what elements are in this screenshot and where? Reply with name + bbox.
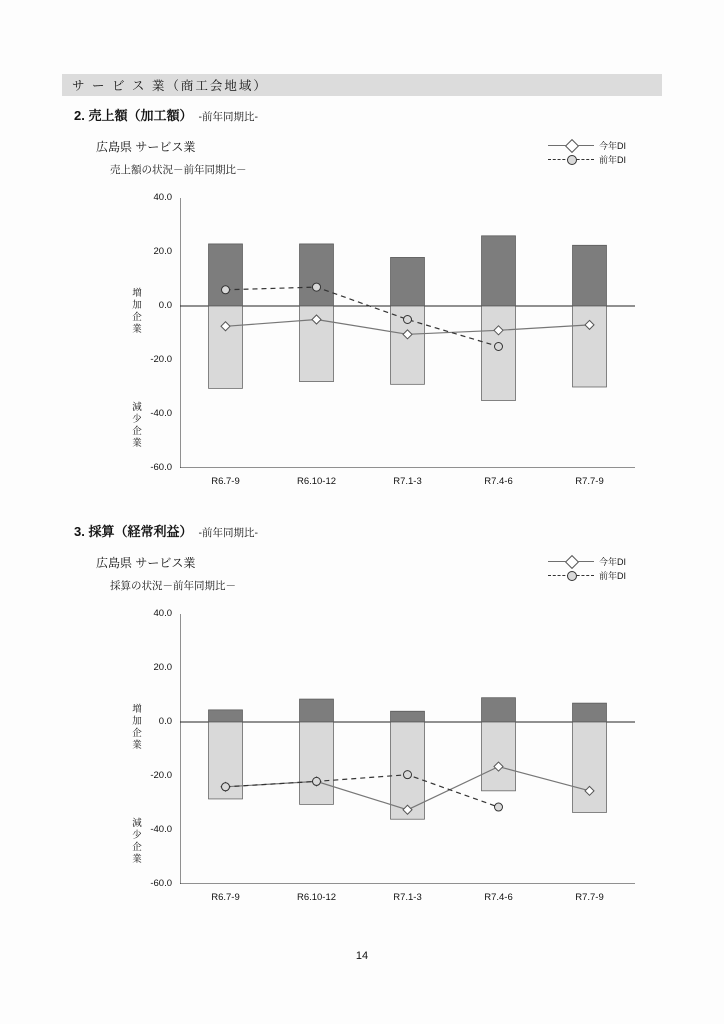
y-axis-tick-label: 0.0: [158, 300, 172, 311]
legend-current-label: 今年DI: [598, 140, 626, 151]
x-axis-tick-label: R7.7-9: [575, 892, 604, 903]
y-axis-tick-label: -60.0: [150, 878, 172, 889]
chart-sales-svg: [180, 198, 635, 468]
x-axis-tick-label: R6.10-12: [296, 476, 337, 487]
page-number: 14: [355, 950, 369, 962]
section-header-label: サ ー ビ ス 業（商工会地域）: [72, 79, 268, 93]
x-axis-tick-label: R7.4-6: [484, 476, 513, 487]
y-axis-tick-label: -40.0: [150, 408, 172, 419]
chart-sales: [62, 130, 662, 510]
subsection-heading-sales-suffix: -前年同期比-: [198, 111, 258, 123]
subsection-heading-profit-suffix: -前年同期比-: [198, 527, 258, 539]
y-axis-tick-label: 40.0: [153, 608, 172, 619]
chart-sales-y-increase-label: 増加企業: [132, 288, 142, 335]
y-axis-tick-label: -40.0: [150, 824, 172, 835]
chart-profit-svg: [180, 614, 635, 884]
y-axis-tick-label: 20.0: [153, 246, 172, 257]
chart-profit-subtitle: 採算の状況－前年同期比－: [110, 580, 236, 592]
x-axis-tick-label: R7.1-3: [393, 892, 422, 903]
y-axis-tick-label: -60.0: [150, 462, 172, 473]
chart-sales-y-decrease-label: 減少企業: [132, 402, 142, 449]
legend-dashed-line-icon: [548, 569, 594, 581]
legend-solid-line-icon: [548, 555, 594, 567]
chart-sales-subtitle: 売上額の状況－前年同期比－: [110, 164, 247, 176]
x-axis-tick-label: R6.10-12: [296, 892, 337, 903]
chart-profit-plot: [180, 614, 635, 884]
chart-profit-y-decrease-label: 減少企業: [132, 818, 142, 865]
legend-previous-label: 前年DI: [598, 570, 626, 581]
x-axis-tick-label: R7.7-9: [575, 476, 604, 487]
y-axis-tick-label: -20.0: [150, 770, 172, 781]
chart-sales-legend: [548, 138, 626, 166]
legend-solid-line-icon: [548, 139, 594, 151]
x-axis-tick-label: R6.7-9: [211, 476, 240, 487]
x-axis-tick-label: R7.1-3: [393, 476, 422, 487]
legend-entry-previous: [548, 568, 626, 582]
subsection-heading-sales: [74, 105, 258, 124]
x-axis-tick-label: R7.4-6: [484, 892, 513, 903]
chart-profit-legend: [548, 554, 626, 582]
legend-entry-previous: [548, 152, 626, 166]
y-axis-tick-label: 40.0: [153, 192, 172, 203]
legend-dashed-line-icon: [548, 153, 594, 165]
y-axis-tick-label: 20.0: [153, 662, 172, 673]
legend-previous-label: 前年DI: [598, 154, 626, 165]
chart-profit-y-increase-label: 増加企業: [132, 704, 142, 751]
y-axis-tick-label: 0.0: [158, 716, 172, 727]
chart-profit: [62, 546, 662, 926]
chart-sales-title: 広島県 サービス業: [96, 140, 196, 154]
subsection-heading-profit: [74, 521, 258, 540]
y-axis-tick-label: -20.0: [150, 354, 172, 365]
legend-current-label: 今年DI: [598, 556, 626, 567]
subsection-heading-profit-label: 3. 採算（経常利益）: [74, 524, 193, 539]
x-axis-tick-label: R6.7-9: [211, 892, 240, 903]
chart-sales-plot: [180, 198, 635, 468]
section-header-band: [62, 74, 662, 96]
legend-entry-current: [548, 138, 626, 152]
subsection-heading-sales-label: 2. 売上額（加工額）: [74, 108, 193, 123]
legend-entry-current: [548, 554, 626, 568]
chart-profit-title: 広島県 サービス業: [96, 556, 196, 570]
